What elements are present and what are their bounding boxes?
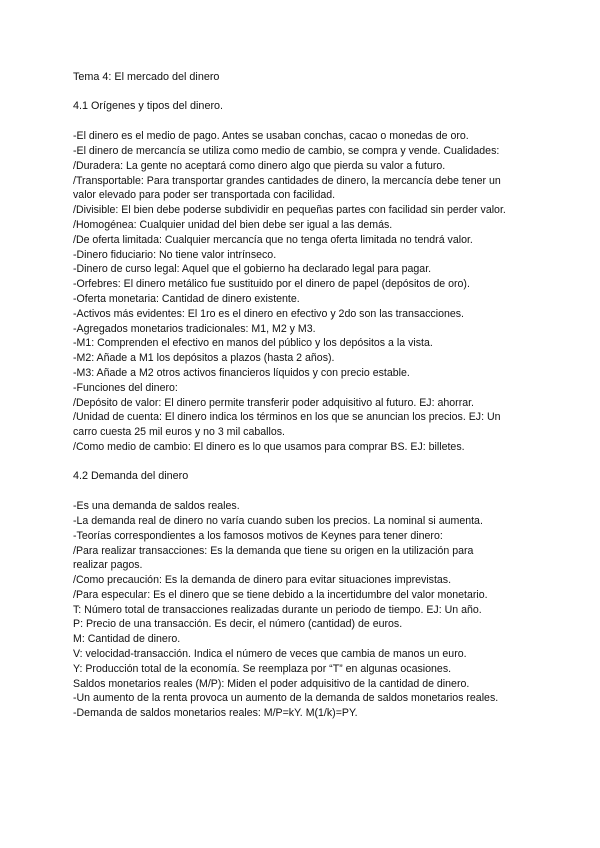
text-line: -Agregados monetarios tradicionales: M1, M2 y M3. [73, 322, 316, 335]
text-line: M: Cantidad de dinero. [73, 633, 181, 646]
text-line: Y: Producción total de la economía. Se reemplaza por “T” en algunas ocasiones. [73, 662, 452, 675]
text-line: T: Número total de transacciones realizadas durante un periodo de tiempo. EJ: Un año. [73, 603, 482, 616]
text-line: -M3: Añade a M2 otros activos financieros líquidos y con precio estable. [73, 366, 410, 379]
text-line: -El dinero de mercancía se utiliza como medio de cambio, se compra y vende. Cualidades: [73, 144, 500, 157]
text-line: -Funciones del dinero: [73, 381, 178, 394]
text-line: /Para especular: Es el dinero que se tiene debido a la incertidumbre del valor monetario. [73, 588, 488, 601]
text-line: /Homogénea: Cualquier unidad del bien debe ser igual a las demás. [73, 218, 393, 231]
text-line: /Como precaución: Es la demanda de dinero para evitar situaciones imprevistas. [73, 574, 452, 587]
text-line: /Duradera: La gente no aceptará como dinero algo que pierda su valor a futuro. [73, 159, 446, 172]
text-line: -Un aumento de la renta provoca un aumento de la demanda de saldos monetarios reales. [73, 692, 499, 705]
text-line: -M1: Comprenden el efectivo en manos del público y los depósitos a la vista. [73, 337, 433, 350]
document-page [73, 70, 533, 721]
section-1-body [73, 129, 533, 455]
text-line: realizar pagos. [73, 559, 143, 572]
text-line: -Demanda de saldos monetarios reales: M/P=kY. M(1/k)=PY. [73, 707, 358, 720]
text-line: /De oferta limitada: Cualquier mercancía que no tenga oferta limitada no tendrá valor. [73, 233, 473, 246]
text-line: P: Precio de una transacción. Es decir, el número (cantidad) de euros. [73, 618, 403, 631]
text-line: V: velocidad-transacción. Indica el número de veces que cambia de manos un euro. [73, 648, 467, 661]
text-line: -Dinero fiduciario: No tiene valor intrínseco. [73, 248, 277, 261]
text-line: -Teorías correspondientes a los famosos motivos de Keynes para tener dinero: [73, 529, 443, 542]
text-line: /Divisible: El bien debe poderse subdividir en pequeñas partes con facilidad sin perder valor. [73, 204, 506, 217]
text-line: carro cuesta 25 mil euros y no 3 mil caballos. [73, 426, 285, 439]
text-line: valor elevado para poder ser transportada con facilidad. [73, 189, 336, 202]
section-1-heading: 4.1 Orígenes y tipos del dinero. [73, 100, 224, 113]
text-line: -Oferta monetaria: Cantidad de dinero existente. [73, 292, 300, 305]
text-line: /Transportable: Para transportar grandes cantidades de dinero, la mercancía debe tener un [73, 174, 501, 187]
text-line: -El dinero es el medio de pago. Antes se usaban conchas, cacao o monedas de oro. [73, 130, 469, 143]
text-line: /Para realizar transacciones: Es la demanda que tiene su origen en la utilización para [73, 544, 474, 557]
text-line: -Es una demanda de saldos reales. [73, 500, 240, 513]
text-line: Saldos monetarios reales (M/P): Miden el poder adquisitivo de la cantidad de dinero. [73, 677, 470, 690]
text-line: -Orfebres: El dinero metálico fue sustituido por el dinero de papel (depósitos de oro). [73, 278, 470, 291]
text-line: /Unidad de cuenta: El dinero indica los términos en los que se anuncian los precios. EJ: Un [73, 411, 501, 424]
document-title: Tema 4: El mercado del dinero [73, 71, 220, 83]
text-line: -La demanda real de dinero no varía cuando suben los precios. La nominal si aumenta. [73, 514, 483, 527]
text-line: /Depósito de valor: El dinero permite transferir poder adquisitivo al futuro. EJ: ahorrar. [73, 396, 474, 409]
text-line: -Activos más evidentes: El 1ro es el dinero en efectivo y 2do son las transacciones. [73, 307, 464, 320]
text-line: -Dinero de curso legal: Aquel que el gobierno ha declarado legal para pagar. [73, 263, 432, 276]
text-line: /Como medio de cambio: El dinero es lo que usamos para comprar BS. EJ: billetes. [73, 440, 465, 453]
text-line: -M2: Añade a M1 los depósitos a plazos (hasta 2 años). [73, 352, 335, 365]
section-2-heading: 4.2 Demanda del dinero [73, 470, 189, 483]
section-2-body [73, 499, 533, 721]
